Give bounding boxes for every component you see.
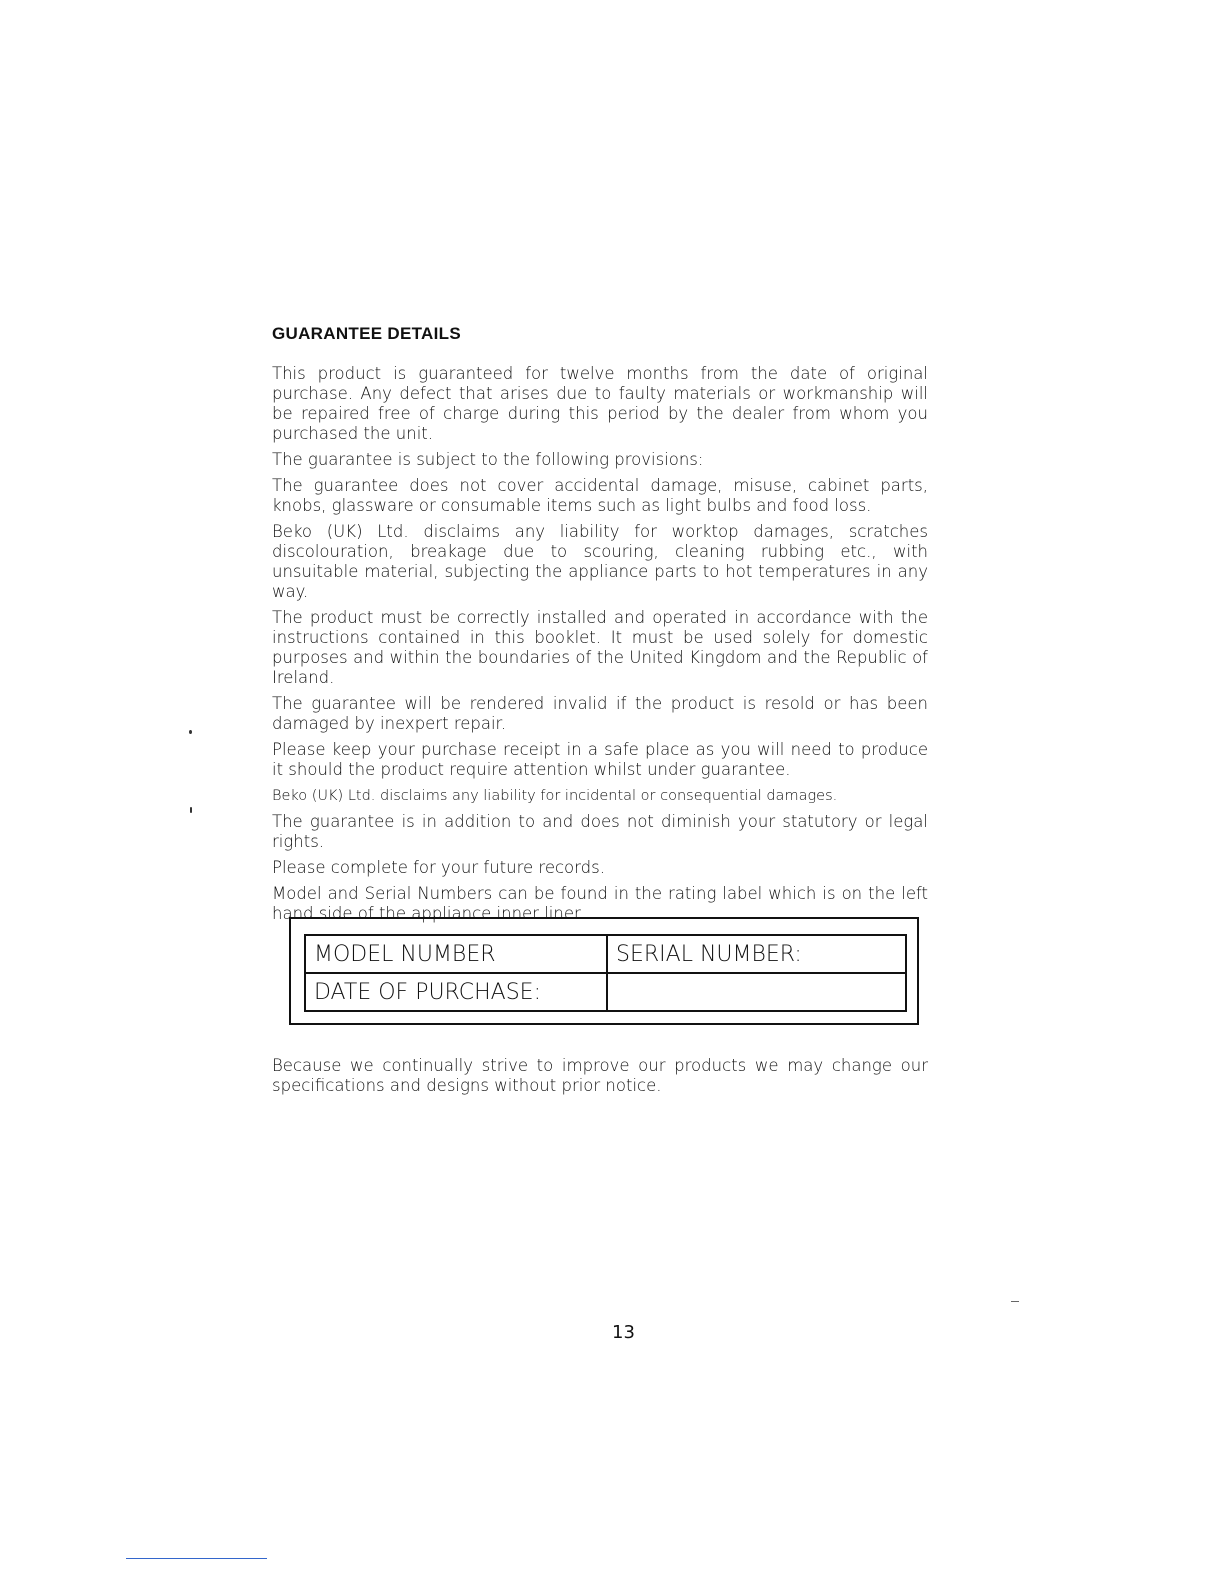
paragraph-statutory-rights: The guarantee is in addition to and does not diminish your statutory or legal rights. xyxy=(272,812,928,851)
paragraph-provisions-intro: The guarantee is subject to the following provisions: xyxy=(272,450,704,469)
paragraph-complete-records: Please complete for your future records. xyxy=(272,858,605,877)
scan-speck xyxy=(189,730,192,734)
model-number-field[interactable]: MODEL NUMBER xyxy=(305,935,607,973)
scan-dash xyxy=(1011,1301,1019,1302)
paragraph-guarantee-period: This product is guaranteed for twelve months from the date of original purchase. Any defect that arises due to faulty materials or workmanship will be repaired free of charge during this period by the dealer from whom you purchased the unit. xyxy=(272,364,928,443)
records-form-table xyxy=(304,934,907,1012)
guarantee-text xyxy=(272,364,928,930)
page-number: 13 xyxy=(612,1322,635,1343)
paragraph-exclusions: The guarantee does not cover accidental damage, misuse, cabinet parts, knobs, glassware or consumable items such as light bulbs and food loss. xyxy=(272,476,928,515)
paragraph-worktop-disclaimer: Beko (UK) Ltd. disclaims any liability for worktop damages, scratches discolouration, breakage due to scouring, cleaning rubbing etc., with unsuitable material, subjecting the appliance parts to hot temperatures in any way. xyxy=(272,522,928,601)
page-title: GUARANTEE DETAILS xyxy=(272,324,461,343)
records-form-box xyxy=(289,917,919,1025)
serial-number-field[interactable]: SERIAL NUMBER: xyxy=(607,935,906,973)
table-row xyxy=(305,973,906,1011)
paragraph-installation: The product must be correctly installed and operated in accordance with the instructions contained in this booklet. It must be used solely for domestic purposes and within the boundaries of the United Kingdom and the Republic of Ireland. xyxy=(272,608,928,687)
paragraph-invalidation: The guarantee will be rendered invalid if the product is resold or has been damaged by inexpert repair. xyxy=(272,694,928,733)
specification-notice: Because we continually strive to improve our products we may change our specifications and designs without prior notice. xyxy=(272,1056,928,1095)
scan-speck xyxy=(190,807,192,813)
paragraph-consequential-disclaimer: Beko (UK) Ltd. disclaims any liability for incidental or consequential damages. xyxy=(272,788,838,804)
paragraph-rating-label: Model and Serial Numbers can be found in the rating label which is on the left hand side of the appliance inner liner. xyxy=(272,884,928,923)
paragraph-receipt: Please keep your purchase receipt in a safe place as you will need to produce it should the product require attention whilst under guarantee. xyxy=(272,740,928,779)
table-row xyxy=(305,935,906,973)
date-of-purchase-field[interactable]: DATE OF PURCHASE: xyxy=(305,973,607,1011)
scan-underline xyxy=(126,1558,267,1559)
blank-field[interactable] xyxy=(607,973,906,1011)
